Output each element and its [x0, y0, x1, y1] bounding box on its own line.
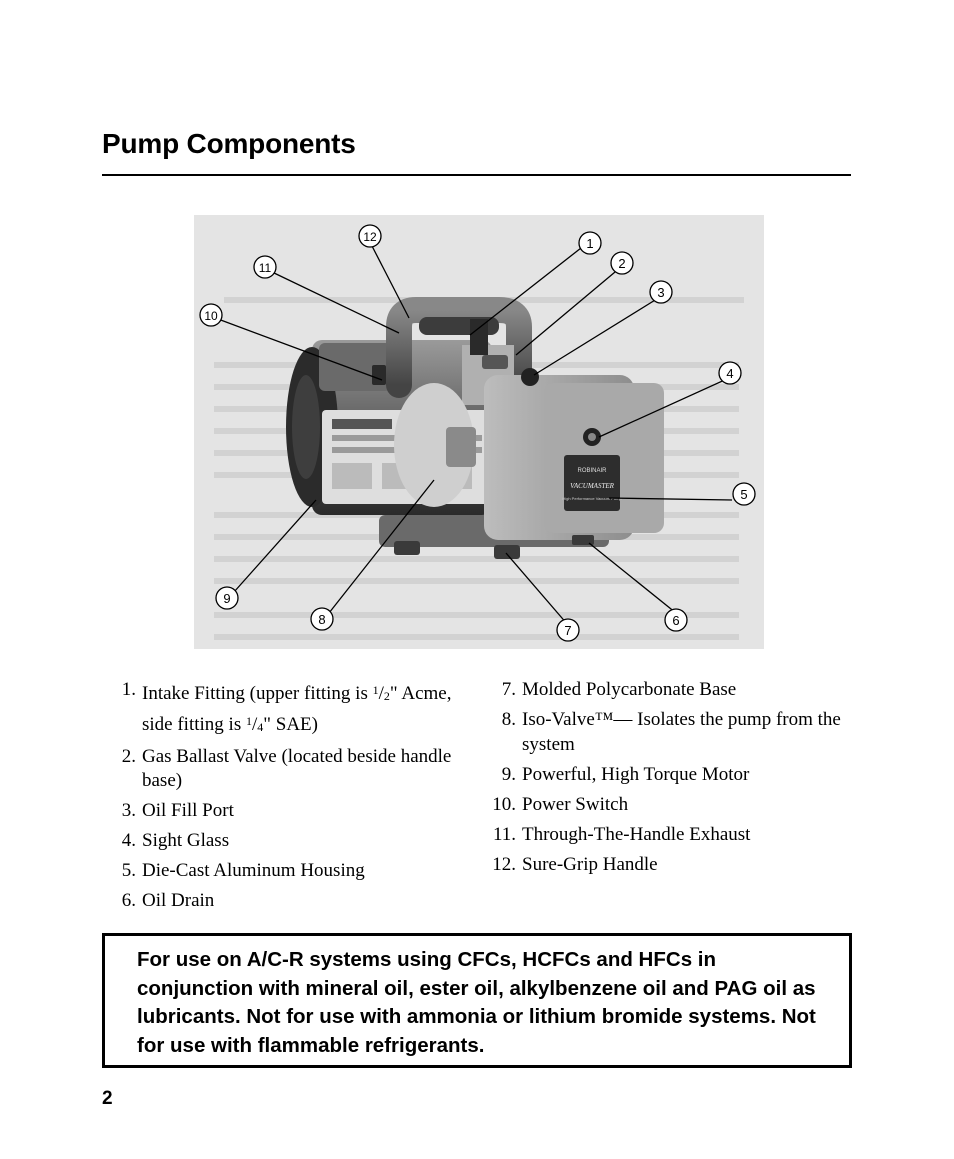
list-item: 9. Powerful, High Torque Motor: [501, 763, 750, 785]
product-text: VACUMASTER: [570, 482, 614, 490]
list-item: 11. Through-The-Handle Exhaust: [492, 823, 751, 845]
brand-text: ROBINAIR: [577, 468, 607, 474]
callout-5: [733, 483, 755, 505]
svg-text:10: 10: [204, 309, 218, 323]
svg-text:12: 12: [363, 230, 377, 244]
callout-7: [557, 619, 579, 641]
svg-text:4: 4: [726, 366, 734, 381]
svg-text:7: 7: [564, 623, 572, 638]
callout-6: [665, 609, 687, 631]
callout-2: [611, 252, 633, 274]
title-rule: [102, 174, 851, 176]
list-item: 7. Molded Polycarbonate Base: [501, 679, 737, 700]
intake-fitting: [470, 319, 488, 355]
svg-text:9: 9: [223, 591, 231, 606]
svg-text:6: 6: [672, 613, 680, 628]
callout-1: [579, 232, 601, 254]
svg-text:5: 5: [740, 487, 748, 502]
callout-10: [200, 304, 222, 326]
svg-text:1: 1: [586, 236, 594, 251]
callout-9: [216, 587, 238, 609]
list-item: 3. Oil Fill Port: [121, 800, 234, 821]
oil-drain: [572, 535, 594, 545]
components-list-right: [488, 678, 848, 883]
callout-4: [719, 362, 741, 384]
svg-text:11: 11: [258, 261, 272, 275]
list-item: 4. Sight Glass: [121, 830, 230, 851]
callout-3: [650, 281, 672, 303]
aluminum-housing: [484, 368, 664, 540]
power-switch: [372, 365, 386, 385]
callout-12: [359, 225, 381, 247]
list-item: 6. Oil Drain: [121, 890, 215, 911]
svg-text:2: 2: [618, 256, 626, 271]
usage-notice-text: For use on A/C-R systems using CFCs, HCFCs and HFCs in conjunction with mineral oil, ester oil, alkylbenzene oil and PAG oil as lubricants. Not for use with ammonia or lithium bromide systems. Not for use with flammable refrigerants.: [137, 948, 816, 1057]
page-number: 2: [102, 1088, 113, 1109]
components-list-left: [108, 678, 453, 919]
list-item: 5. Die-Cast Aluminum Housing: [121, 860, 365, 881]
callout-8: [311, 608, 333, 630]
svg-text:8: 8: [318, 612, 326, 627]
iso-valve: [446, 427, 476, 467]
product-subtext: High Performance Vacuum Pump: [562, 496, 622, 501]
callout-11: [254, 256, 276, 278]
list-item: 2. Gas Ballast Valve (located beside handle base): [121, 745, 452, 791]
list-item: 10. Power Switch: [492, 793, 629, 815]
list-item: 8. Iso-Valve™— Isolates the pump from the system: [501, 709, 841, 755]
list-item: 12. Sure-Grip Handle: [492, 853, 658, 875]
usage-notice-box: [102, 933, 852, 1068]
page-title: Pump Components: [102, 128, 356, 159]
pump-photo: [194, 215, 764, 649]
svg-text:3: 3: [657, 285, 665, 300]
list-item: 1. Intake Fitting (upper fitting is $^1/_2$" Acme, side fitting is $^1/_4$" SAE): [121, 679, 452, 735]
